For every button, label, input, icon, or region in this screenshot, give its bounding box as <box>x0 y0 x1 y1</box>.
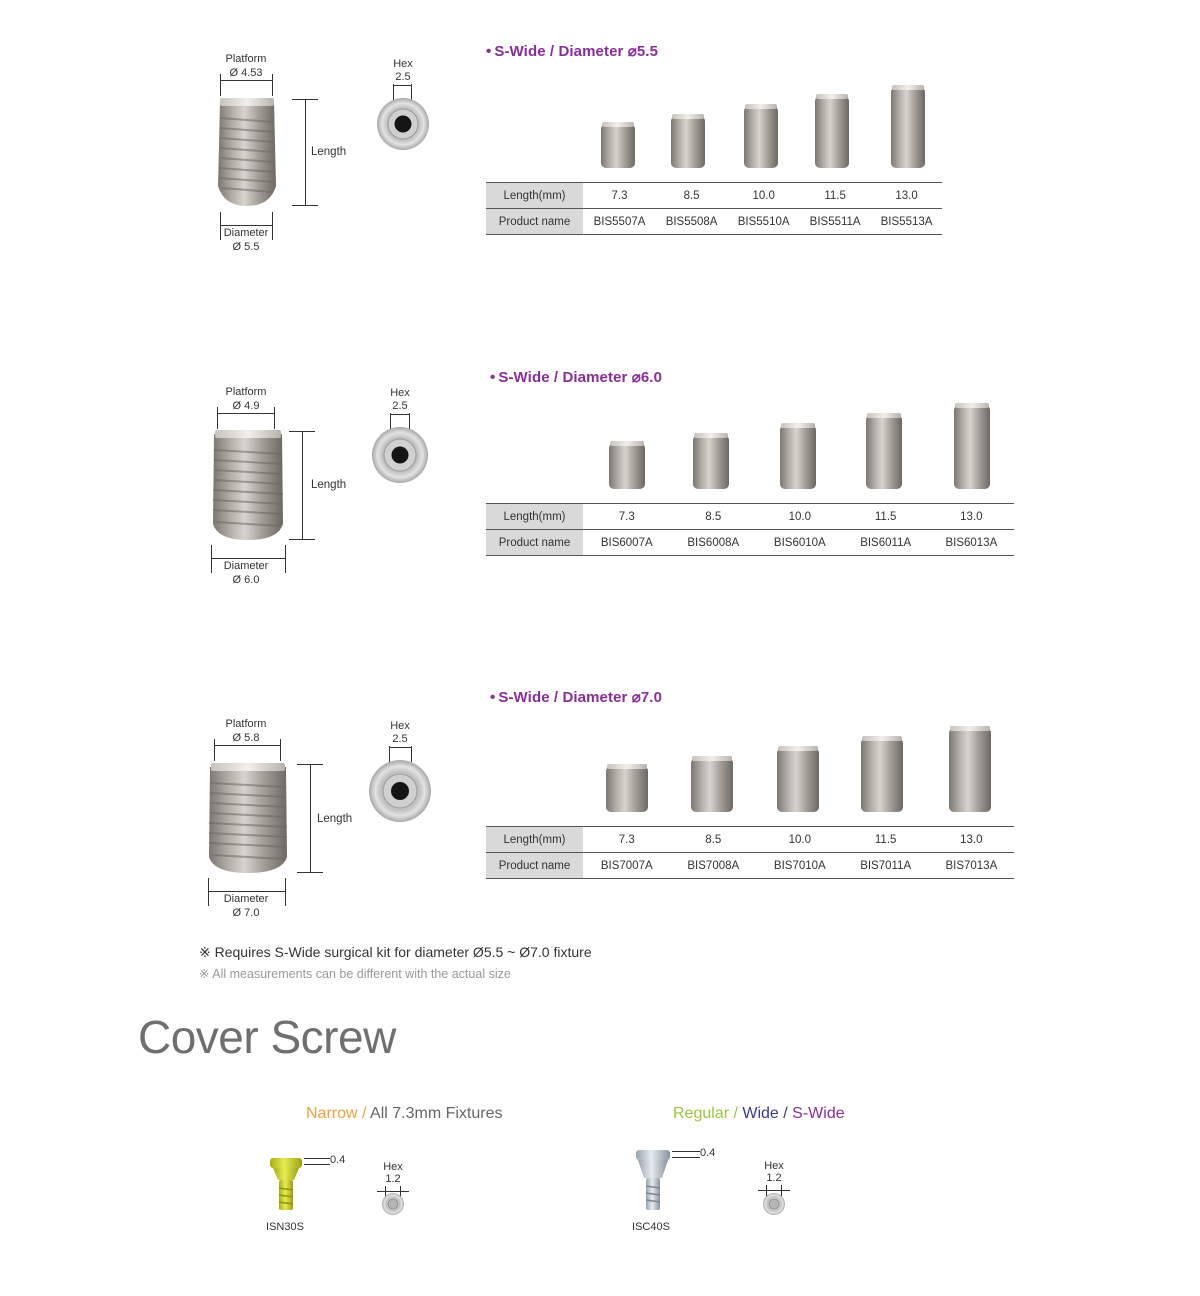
platform-value: Ø 4.53 <box>229 67 263 79</box>
fixture-variant-11-5-image <box>812 93 852 171</box>
fixture-variant-11-5-image <box>858 735 906 815</box>
diameter-value: Ø 7.0 <box>232 907 260 919</box>
length-label: Length <box>317 813 353 825</box>
length-cell: 11.5 <box>843 827 928 853</box>
narrow-hex-value: 1.2 <box>385 1173 401 1185</box>
table-row <box>486 209 942 235</box>
fixture-variant-11-5-image <box>863 412 905 492</box>
table-row <box>486 504 1014 530</box>
hex-top-view-image <box>368 759 432 823</box>
narrow-label: Narrow <box>306 1105 358 1122</box>
product-cell: BIS6011A <box>843 530 928 556</box>
fixture-variant-8-5-image <box>690 432 732 492</box>
narrow-thickness-value: 0.4 <box>330 1154 346 1166</box>
fixture-main-image <box>204 761 292 877</box>
spec-table <box>486 503 1014 556</box>
narrow-screw-image <box>268 1156 304 1214</box>
fixture-variant-10-0-image <box>777 422 819 492</box>
hex-label: Hex <box>390 720 410 732</box>
table-row <box>486 530 1014 556</box>
wide-label: Wide <box>742 1105 779 1122</box>
length-cell: 10.0 <box>728 183 800 209</box>
product-cell: BIS6010A <box>757 530 844 556</box>
narrow-hex-top-view-image <box>381 1192 405 1216</box>
cover-screw-title: Cover Screw <box>138 1011 396 1063</box>
length-header-cell: Length(mm) <box>486 183 584 209</box>
table-row <box>486 827 1014 853</box>
regular-hex-label: Hex <box>764 1160 784 1172</box>
product-cell: BIS5507A <box>584 209 656 235</box>
length-header-cell: Length(mm) <box>486 504 584 530</box>
length-label: Length <box>311 146 347 158</box>
regular-thickness-value: 0.4 <box>700 1147 716 1159</box>
fixture-variant-7-3-image <box>606 440 648 492</box>
platform-label: Platform <box>225 53 267 65</box>
product-cell: BIS6007A <box>584 530 671 556</box>
product-cell: BIS7010A <box>757 853 844 879</box>
spec-table <box>486 826 1014 879</box>
regular-separator: / <box>729 1105 743 1122</box>
regular-heading <box>673 1105 845 1123</box>
product-header-cell: Product name <box>486 209 584 235</box>
narrow-hex-label: Hex <box>383 1161 403 1173</box>
platform-value: Ø 5.8 <box>232 732 260 744</box>
diameter-label: Diameter <box>223 893 269 905</box>
fixture-main-image <box>208 428 288 544</box>
length-cell: 8.5 <box>656 183 728 209</box>
product-cell: BIS5510A <box>728 209 800 235</box>
narrow-product-name: ISN30S <box>266 1221 304 1233</box>
wide-separator: / <box>778 1105 793 1122</box>
length-cell: 8.5 <box>670 504 757 530</box>
product-cell: BIS7008A <box>670 853 757 879</box>
fixture-variant-10-0-image <box>741 103 781 171</box>
product-header-cell: Product name <box>486 853 584 879</box>
regular-hex-top-view-image <box>762 1192 786 1216</box>
length-cell: 13.0 <box>928 504 1014 530</box>
hex-label: Hex <box>393 58 413 70</box>
narrow-separator: / <box>357 1105 371 1122</box>
product-cell: BIS5513A <box>871 209 942 235</box>
fixture-variant-13-0-image <box>888 84 928 171</box>
table-row <box>486 853 1014 879</box>
product-header-cell: Product name <box>486 530 584 556</box>
fixture-variant-8-5-image <box>688 755 736 815</box>
length-cell: 7.3 <box>584 183 656 209</box>
narrow-heading <box>306 1105 502 1123</box>
product-cell: BIS7013A <box>928 853 1014 879</box>
spec-table <box>486 182 942 235</box>
narrow-rest-label: All 7.3mm Fixtures <box>370 1105 503 1122</box>
product-cell: BIS6013A <box>928 530 1014 556</box>
product-cell: BIS6008A <box>670 530 757 556</box>
regular-screw-image <box>634 1148 672 1214</box>
product-cell: BIS7011A <box>843 853 928 879</box>
swide-label: S-Wide <box>792 1105 845 1122</box>
length-cell: 11.5 <box>843 504 928 530</box>
hex-top-view-image <box>371 426 429 484</box>
platform-label: Platform <box>225 386 267 398</box>
surgical-kit-note: ※ Requires S-Wide surgical kit for diameter Ø5.5 ~ Ø7.0 fixture <box>199 944 592 960</box>
fixture-variant-13-0-image <box>946 725 994 815</box>
product-cell: BIS5508A <box>656 209 728 235</box>
diameter-label: Diameter <box>223 227 269 239</box>
fixture-variant-7-3-image <box>603 763 651 815</box>
diameter-value: Ø 5.5 <box>232 241 260 253</box>
fixture-variant-13-0-image <box>951 402 993 492</box>
diameter-label: Diameter <box>223 560 269 572</box>
section-title: • S-Wide / Diameter ⌀6.0 <box>490 369 663 386</box>
product-cell: BIS5511A <box>800 209 871 235</box>
length-header-cell: Length(mm) <box>486 827 584 853</box>
length-cell: 13.0 <box>928 827 1014 853</box>
regular-product-name: ISC40S <box>632 1221 670 1233</box>
diameter-value: Ø 6.0 <box>232 574 260 586</box>
fixture-variant-8-5-image <box>668 113 708 171</box>
hex-value: 2.5 <box>395 71 411 83</box>
fixture-main-image <box>212 96 282 212</box>
platform-value: Ø 4.9 <box>232 400 260 412</box>
hex-value: 2.5 <box>392 400 408 412</box>
hex-label: Hex <box>390 387 410 399</box>
hex-value: 2.5 <box>392 733 408 745</box>
section-title: • S-Wide / Diameter ⌀5.5 <box>486 43 659 60</box>
length-cell: 13.0 <box>871 183 942 209</box>
hex-top-view-image <box>376 97 430 151</box>
measurement-note: ※ All measurements can be different with the actual size <box>199 967 511 981</box>
length-cell: 10.0 <box>757 827 844 853</box>
length-cell: 10.0 <box>757 504 844 530</box>
table-row <box>486 183 942 209</box>
length-cell: 7.3 <box>584 504 671 530</box>
regular-hex-value: 1.2 <box>766 1172 782 1184</box>
length-cell: 11.5 <box>800 183 871 209</box>
length-label: Length <box>311 479 347 491</box>
length-cell: 8.5 <box>670 827 757 853</box>
regular-label: Regular <box>673 1105 730 1122</box>
fixture-variant-10-0-image <box>774 745 822 815</box>
platform-label: Platform <box>225 718 267 730</box>
product-cell: BIS7007A <box>584 853 671 879</box>
fixture-variant-7-3-image <box>598 121 638 171</box>
length-cell: 7.3 <box>584 827 671 853</box>
section-title: • S-Wide / Diameter ⌀7.0 <box>490 689 663 706</box>
